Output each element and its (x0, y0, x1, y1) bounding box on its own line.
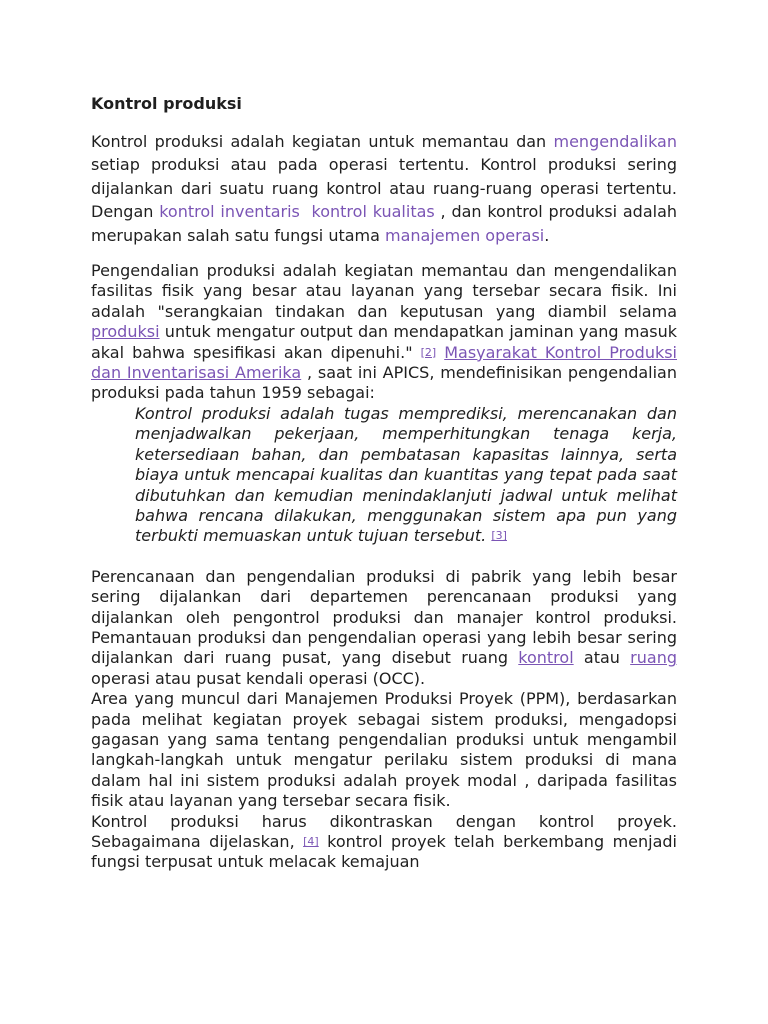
text-span: setiap produksi atau pada operasi tertentu. Kontrol produksi sering dijalankan dari suatu ruang kontrol atau ruang-ruang operasi tertentu. Dengan (91, 155, 677, 222)
citation-ref (303, 835, 319, 848)
citation-ref (491, 529, 507, 542)
text-span: Kontrol produksi harus dikontraskan dengan kontrol proyek. Sebagaimana dijelaskan, (91, 811, 677, 851)
citation-link-3[interactable]: [3] (491, 529, 507, 543)
text-span: Pengendalian produksi adalah kegiatan memantau dan mengendalikan fasilitas fisik yang besar atau layanan yang tersebar secara fisik. Ini adalah "serangkaian tindakan dan keputusan yang diambil selama (91, 261, 677, 321)
paragraph-kontrol-proyek (91, 812, 677, 873)
link-kontrol-kualitas[interactable]: kontrol kualitas (311, 202, 435, 222)
text-span: atau (573, 648, 631, 668)
link-kontrol[interactable]: kontrol (518, 648, 574, 668)
block-quote (135, 404, 677, 547)
article (91, 92, 677, 873)
spacer (91, 547, 677, 567)
paragraph-ppm: Area yang muncul dari Manajemen Produksi Proyek (PPM), berdasarkan pada melihat kegiatan proyek sebagai sistem produksi, mengadopsi gagasan yang sama tentang pengendalian produksi untuk mengambil langkah-langkah untuk mengatur perilaku sistem produksi di mana dalam hal ini sistem produksi adalah proyek modal , daripada fasilitas fisik atau layanan yang tersebar secara fisik. (91, 689, 677, 811)
citation-link-2[interactable]: [2] (420, 345, 437, 359)
link-kontrol-inventaris[interactable]: kontrol inventaris (159, 202, 300, 222)
text-span: Kontrol produksi adalah kegiatan untuk memantau dan (91, 132, 554, 151)
text-span: . (544, 225, 550, 245)
text-span: kontrol proyek telah berkembang menjadi fungsi terpusat untuk melacak kemajuan (91, 832, 677, 872)
text-span: untuk mengatur output dan mendapatkan jaminan yang masuk akal bahwa spesifikasi akan dipenuhi." (91, 322, 677, 362)
paragraph-intro (91, 130, 677, 247)
citation-ref (421, 346, 437, 359)
link-ruang[interactable]: ruang (630, 648, 677, 668)
paragraph-pengendalian (91, 261, 677, 404)
text-span: , saat ini APICS, mendefinisikan pengendalian produksi pada tahun 1959 sebagai: (91, 363, 677, 403)
page-title: Kontrol produksi (91, 94, 242, 113)
text-span: operasi atau pusat kendali operasi (OCC). (91, 668, 426, 688)
link-masyarakat-kontrol[interactable]: Masyarakat Kontrol Produksi dan Inventarisasi Amerika (91, 342, 678, 383)
paragraph-perencanaan (91, 567, 677, 689)
quote-text: Kontrol produksi adalah tugas memprediksi, merencanakan dan menjadwalkan pekerjaan, memperhitungkan tenaga kerja, ketersediaan bahan, dan pembatasan kapasitas lainnya, serta biaya untuk mencapai kualitas dan kuantitas yang tepat pada saat dibutuhkan dan kemudian menindaklanjuti jadwal untuk melihat bahwa rencana dilakukan, menggunakan sistem apa pun yang terbukti memuaskan untuk tujuan tersebut. (135, 403, 677, 546)
link-mengendalikan[interactable]: mengendalikan (553, 132, 677, 151)
link-produksi[interactable]: produksi (91, 322, 160, 342)
text-span: Perencanaan dan pengendalian produksi di pabrik yang lebih besar sering dijalankan dari departemen perencanaan produksi yang dijalankan oleh pengontrol produksi dan manajer kontrol produksi. Pemantauan produksi dan pengendalian operasi yang lebih besar sering dijalankan dari ruang pusat, yang disebut ruang (91, 566, 677, 668)
text-span: , dan kontrol produksi adalah merupakan salah satu fungsi utama (91, 202, 678, 245)
link-manajemen-operasi[interactable]: manajemen operasi (385, 225, 545, 245)
citation-link-4[interactable]: [4] (303, 835, 319, 848)
